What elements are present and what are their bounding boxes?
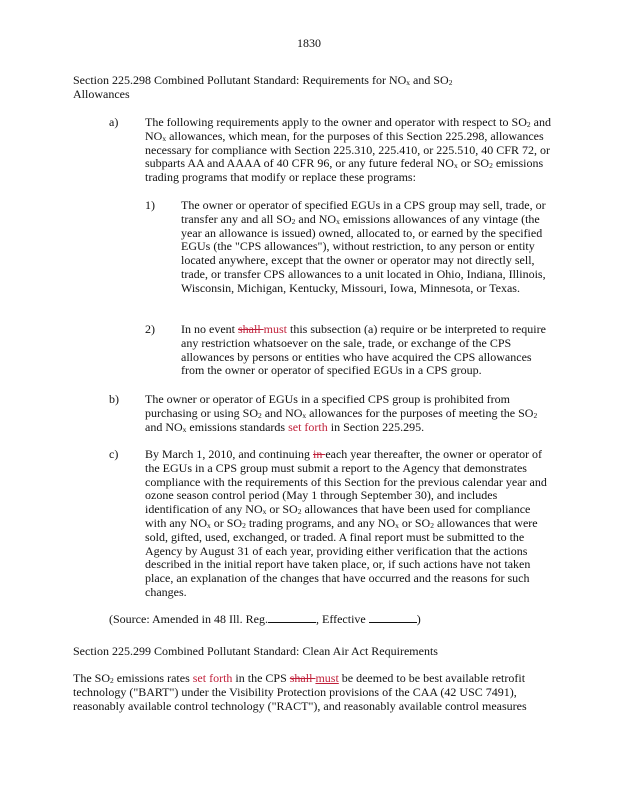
subsection-b-label: b) (109, 392, 119, 406)
deleted-text: shall (289, 671, 316, 685)
inserted-text: must (263, 322, 287, 336)
item-1-text: The owner or operator of specified EGUs in a CPS group may sell, trade, or transfer any and all $SO_2$ and $NO_x$ emissions allowances of any vintage (the year an allowance is issued) owned, allocated to, or earned by the specified EGUs (the "CPS allowances"), without restriction, to any person or entity located anywhere, except that the owner or operator may not directly sell, trade, or transfer CPS allowances to a unit located in Ohio, Indiana, Illinois, Wisconsin, Michigan, Kentucky, Missouri, Iowa, Minnesota, or Texas. (181, 198, 546, 295)
subsection-a-text: The following requirements apply to the owner and operator with respect to $SO_2$ and $NO_x$ allowances, which mean, for the purposes of this Section 225.298, allowances necessary for compliance with Section 225.310, 225.410, or 225.510, 40 CFR 72, or subparts AA and AAAA of 40 CFR 96, or any future federal $NO_x$ or $SO_2$ emissions trading programs that modify or replace these programs: (145, 115, 551, 185)
item-2-text: In no event shall must this subsection (a) require or be interpreted to require any restriction whatsoever on the sale, trade, or exchange of the CPS allowances by persons or entities who have acquired the CPS allowances from the owner or operator of specified EGUs in a CPS group. (181, 322, 546, 378)
subsection-b-text: The owner or operator of EGUs in a specified CPS group is prohibited from purchasing or using $SO_2$ and $NO_x$ allowances for the purposes of meeting the $SO_2$ and $NO_x$ emissions standards set forth in Section 225.295. (145, 392, 538, 434)
section-298-title: Section 225.298 Combined Pollutant Standard: Requirements for $NO_x$ and $SO_2$ Allowances (73, 73, 453, 101)
inserted-text: set forth (288, 419, 328, 434)
item-2-label: 2) (145, 322, 155, 336)
deleted-text: in (312, 447, 326, 461)
section-299-text: The $SO_2$ emissions rates set forth in the CPS shall must be deemed to be best available retrofit technology ("BART") under the Visibility Protection provisions of the CAA (42 USC 7491), reasonably available control technology ("RACT"), and reasonably available control measures (73, 671, 527, 713)
subsection-c-label: c) (109, 447, 119, 461)
subsection-c-text: By March 1, 2010, and continuing in each year thereafter, the owner or operator of the EGUs in a CPS group must submit a report to the Agency that demonstrates compliance with the requirements of this Section for the previous calendar year and ozone season control period (May 1 through September 30), and includes identification of any $NO_x$ or $SO_2$ allowances that have been used for compliance with any $NO_x$ or $SO_2$ trading programs, and any $NO_x$ or $SO_2$ allowances that were sold, gifted, used, exchanged, or traded. A final report must be submitted to the Agency by August 31 of each year, providing either verification that the actions described in the initial report have taken place, or, if such actions have not taken place, an explanation of the changes that have occurred and the reasons for such changes. (145, 447, 547, 599)
blank-line (369, 612, 417, 623)
section-299-title: Section 225.299 Combined Pollutant Standard: Clean Air Act Requirements (73, 644, 438, 658)
deleted-text: shall (237, 322, 264, 336)
item-1-label: 1) (145, 198, 155, 212)
blank-line (268, 612, 316, 623)
source-note: (Source: Amended in 48 Ill. Reg. , Effective ) (109, 612, 421, 626)
page-number: 1830 (297, 36, 321, 50)
inserted-text: set forth (192, 671, 233, 685)
subsection-a-label: a) (109, 115, 119, 129)
inserted-text: must (315, 671, 339, 685)
